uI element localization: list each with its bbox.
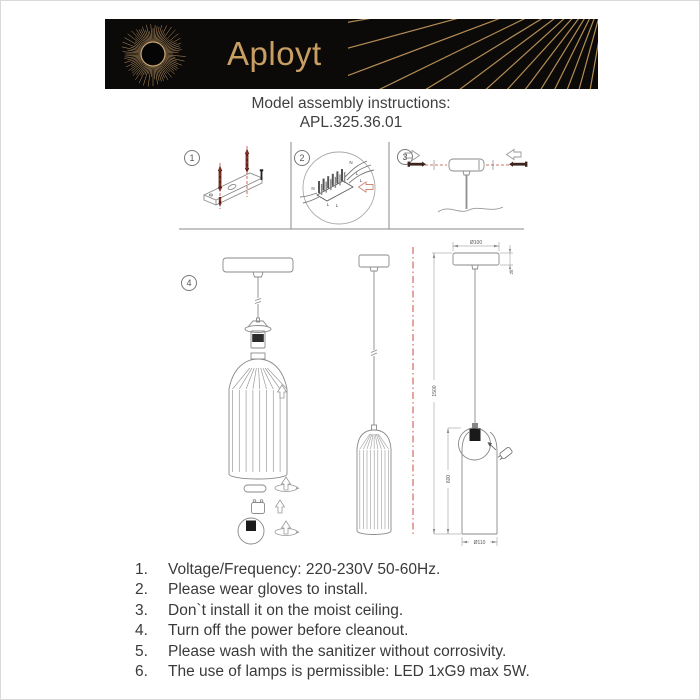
step3-canopy-drawing	[405, 150, 521, 213]
list-item	[135, 601, 530, 621]
instruction-list	[135, 560, 530, 682]
svg-text:L: L	[355, 171, 359, 176]
up-arrow-icon	[276, 500, 285, 513]
step-1-badge: 1	[184, 150, 200, 166]
step1-bracket-drawing	[204, 173, 262, 205]
step-2-badge: 2	[294, 150, 310, 166]
svg-text:L: L	[335, 203, 339, 208]
dim-canopy-diameter: Ø100	[469, 239, 483, 246]
item-text: Don`t install it on the moist ceiling.	[168, 601, 404, 619]
item-text: Please wear gloves to install.	[168, 581, 368, 599]
up-arrow-icon	[282, 521, 291, 534]
pendant-front-view	[357, 255, 391, 535]
g9-bulb-icon	[497, 447, 513, 462]
push-arrow-icon	[359, 182, 374, 192]
dim-canopy-height: 25	[509, 269, 514, 275]
assembly-title: Model assembly instructions:	[251, 95, 451, 112]
step3-screws	[408, 162, 528, 167]
svg-text:L: L	[359, 178, 363, 183]
svg-text:N: N	[349, 160, 353, 165]
item-text: Please wash with the sanitizer without corrosivity.	[168, 642, 507, 660]
item-text: Turn off the power before cleanout.	[168, 622, 409, 640]
up-arrow-icon	[282, 477, 291, 490]
item-number: 1.	[135, 561, 148, 578]
model-number: APL.325.36.01	[299, 113, 403, 131]
assembly-diagrams	[1, 1, 700, 561]
dim-shade-diameter: Ø110	[473, 540, 486, 547]
item-number: 3.	[135, 601, 148, 619]
item-text: Voltage/Frequency: 220-230V 50-60Hz.	[168, 561, 441, 578]
dim-overall-height: 1500	[432, 385, 438, 397]
insert-arrow-left-icon	[507, 150, 522, 160]
list-item	[135, 621, 530, 641]
list-item	[135, 560, 530, 580]
step4-exploded-drawing	[223, 258, 293, 544]
item-number: 6.	[135, 663, 148, 681]
brand-name: Aployt	[227, 35, 322, 72]
dimension-labels	[432, 240, 514, 546]
list-item	[135, 642, 530, 662]
item-number: 2.	[135, 581, 148, 599]
dim-shade-height: 600	[446, 474, 452, 484]
svg-text:L: L	[326, 202, 330, 207]
insert-arrow-right-icon	[405, 151, 420, 161]
item-number: 4.	[135, 622, 148, 640]
pendant-dimension-view	[453, 253, 513, 534]
svg-text:N: N	[311, 186, 315, 191]
list-item	[135, 662, 530, 682]
dimension-lines	[431, 239, 514, 546]
step-4-badge: 4	[181, 275, 197, 291]
list-item	[135, 580, 530, 600]
item-text: The use of lamps is permissible: LED 1xG9 max 5W.	[168, 663, 530, 681]
step-3-badge: 3	[397, 149, 413, 165]
item-number: 5.	[135, 642, 148, 660]
